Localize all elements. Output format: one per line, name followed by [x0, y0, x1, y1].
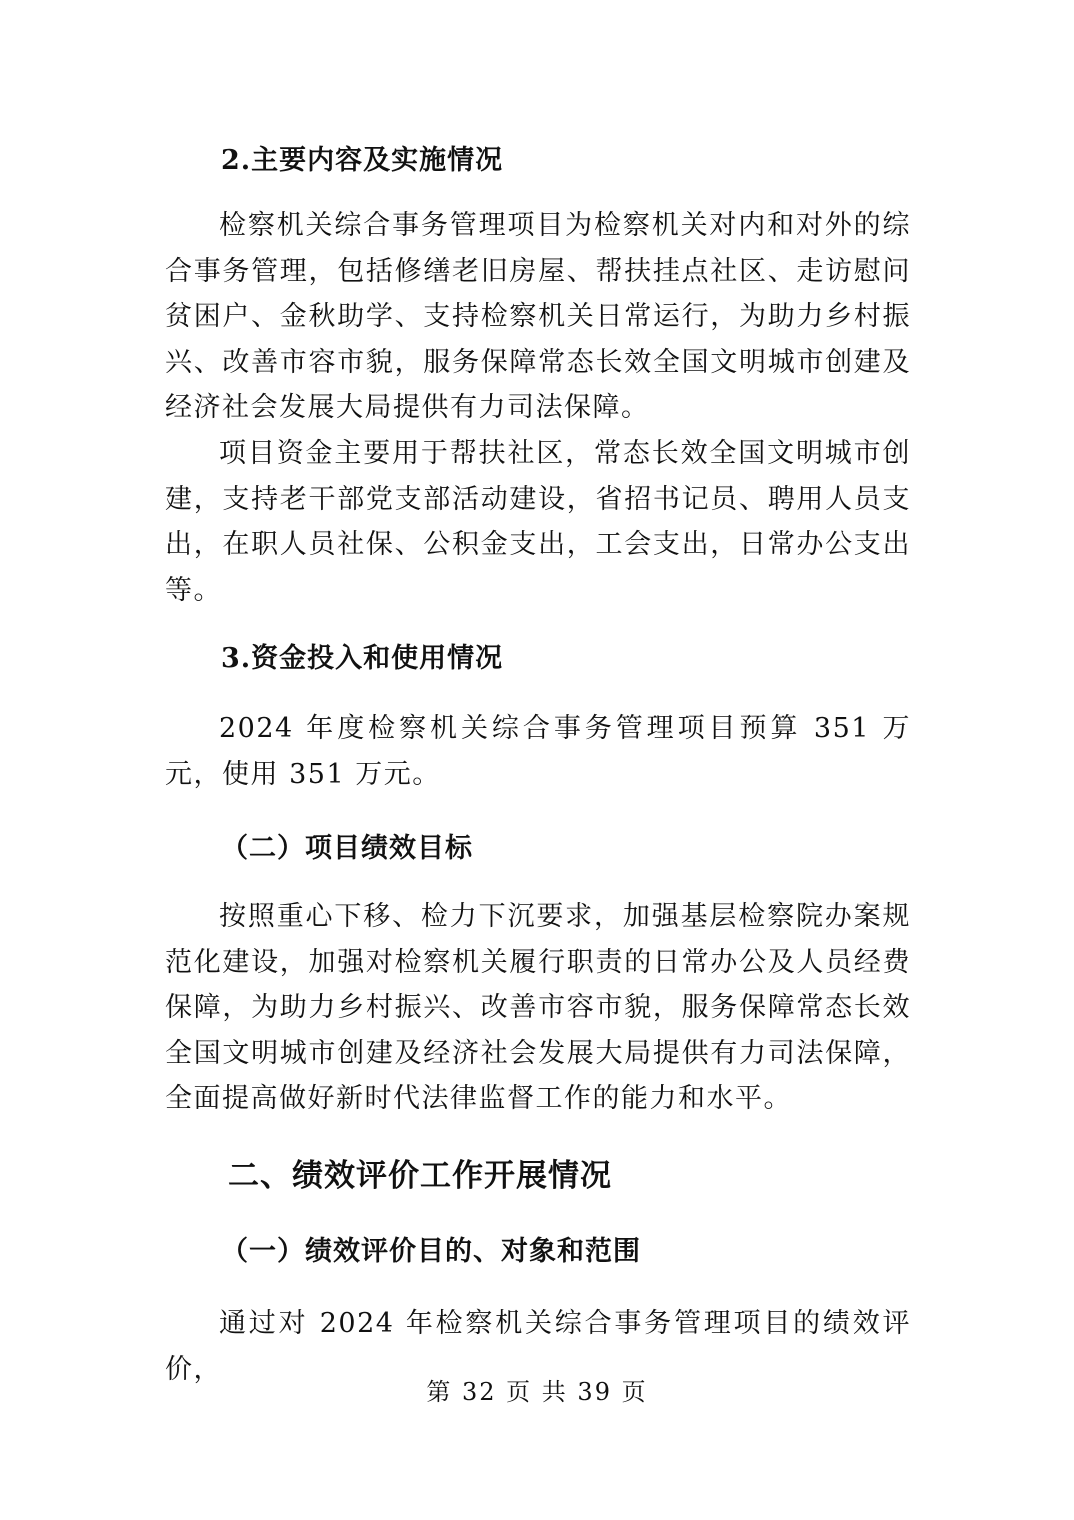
paragraph-main-content-2: 项目资金主要用于帮扶社区，常态长效全国文明城市创建，支持老干部党支部活动建设，省招书记员、聘用人员支出，在职人员社保、公积金支出，工会支出，日常办公支出等。 — [165, 438, 911, 606]
paragraph-performance-goals: 按照重心下移、检力下沉要求，加强基层检察院办案规范化建设，加强对检察机关履行职责的日常办公及人员经费保障，为助力乡村振兴、改善市容市貌，服务保障常态长效全国文明城市创建及经济社会发展大局提供有力司法保障，全面提高做好新时代法律监督工作的能力和水平。 — [165, 901, 911, 1114]
section-heading-performance-goals: （二）项目绩效目标 — [221, 833, 473, 864]
section-heading-main-content: 2.主要内容及实施情况 — [221, 145, 504, 176]
section-heading-evaluation-scope: （一）绩效评价目的、对象和范围 — [221, 1236, 641, 1267]
paragraph-evaluation-scope: 通过对 2024 年检察机关综合事务管理项目的绩效评价， — [165, 1308, 911, 1385]
paragraph-funding: 2024 年度检察机关综合事务管理项目预算 351 万元，使用 351 万元。 — [165, 713, 911, 790]
section-heading-funding: 3.资金投入和使用情况 — [221, 643, 504, 674]
chapter-heading-evaluation: 二、绩效评价工作开展情况 — [228, 1158, 612, 1194]
paragraph-main-content-1: 检察机关综合事务管理项目为检察机关对内和对外的综合事务管理，包括修缮老旧房屋、帮扶挂点社区、走访慰问贫困户、金秋助学、支持检察机关日常运行，为助力乡村振兴、改善市容市貌，服务保障常态长效全国文明城市创建及经济社会发展大局提供有力司法保障。 — [165, 210, 911, 423]
page-footer: 第 32 页 共 39 页 — [426, 1378, 648, 1406]
